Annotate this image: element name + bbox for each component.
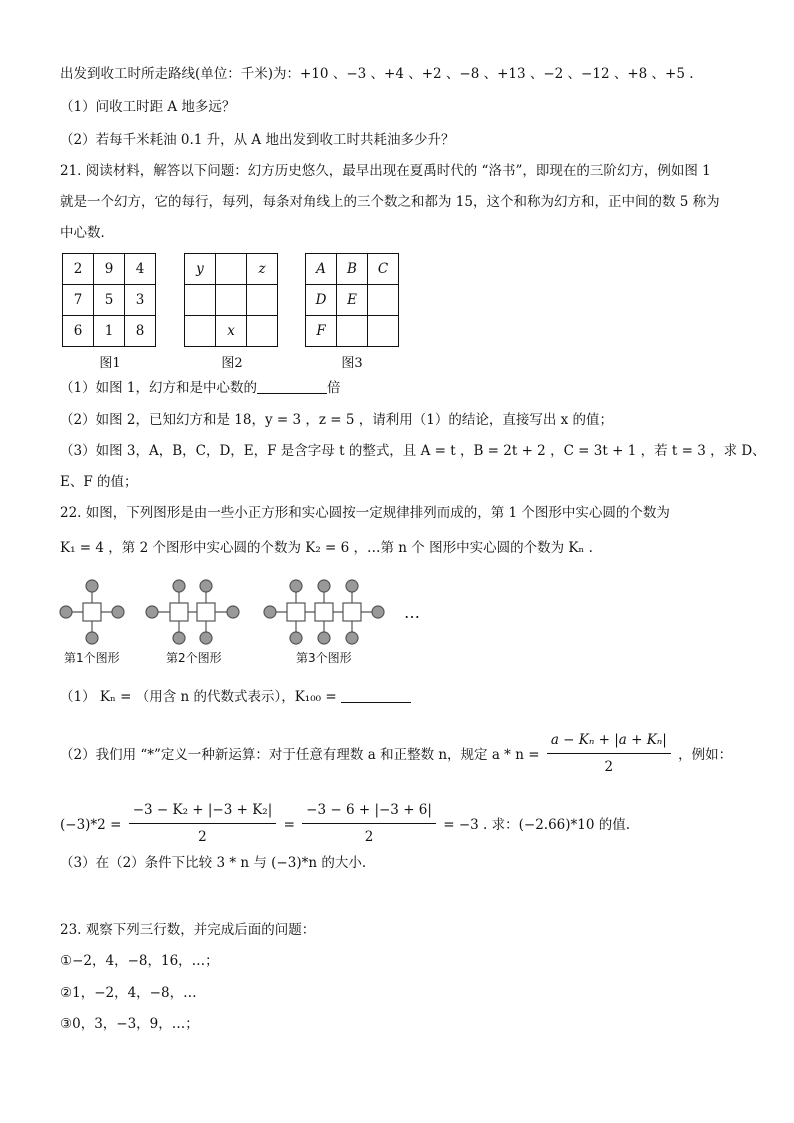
fraction-numerator: a − Kₙ + |a + Kₙ| <box>547 730 671 754</box>
example-result: = −3 . 求：(−2.66)*10 的值. <box>443 817 631 833</box>
cell <box>185 316 216 347</box>
q22-example <box>60 800 630 847</box>
cell: 5 <box>94 285 125 316</box>
caption-figure-3: 图3 <box>341 356 363 371</box>
q21-part1-text: （1）如图 1，幻方和是中心数的 <box>60 380 257 396</box>
q20-part2: （2）若每千米耗油 0.1 升，从 A 地出发到收工时共耗油多少升？ <box>60 132 455 148</box>
cell: 2 <box>63 254 94 285</box>
equals-sign: = <box>283 817 295 833</box>
cell: 9 <box>94 254 125 285</box>
magic-square-figure-3 <box>305 253 399 347</box>
example-fraction-1 <box>129 800 277 847</box>
ellipsis: … <box>404 603 420 622</box>
magic-square-figure-2 <box>184 253 278 347</box>
caption-figure-2: 图2 <box>221 356 243 371</box>
figure-1-pattern <box>60 580 124 644</box>
fraction-denominator: 2 <box>604 759 614 775</box>
example-fraction-2 <box>302 800 436 847</box>
cell: y <box>185 254 216 285</box>
cell: D <box>306 285 337 316</box>
figure-3-label: 第3个图形 <box>296 651 352 664</box>
figure-2-label: 第2个图形 <box>166 651 222 664</box>
q22-part1-text: （1） Kₙ = （用含 n 的代数式表示），K₁₀₀ = <box>60 689 337 705</box>
q22-part1 <box>60 687 411 707</box>
q22-intro-a: 22. 如图，下列图形是由一些小正方形和实心圆按一定规律排列而成的，第 1 个图形中实心圆的个数为 <box>60 505 670 521</box>
q22-intro-b: K₁ = 4 ，第 2 个图形中实心圆的个数为 K₂ = 6 ，…第 n 个 图形中实心圆的个数为 Kₙ . <box>60 540 593 556</box>
fraction-numerator: −3 − K₂ + |−3 + K₂| <box>129 800 277 824</box>
figure-3-pattern <box>264 580 384 644</box>
example-lhs: (−3)*2 = <box>60 817 122 833</box>
q22-part2-suffix: ，例如： <box>678 747 733 763</box>
q21-intro-b: 就是一个幻方，它的每行，每列，每条对角线上的三个数之和都为 15，这个和称为幻方和，正中间的数 5 称为 <box>60 194 720 210</box>
fraction-denominator: 2 <box>198 829 207 845</box>
cell: z <box>247 254 278 285</box>
figure-2-pattern <box>146 580 239 644</box>
q21-intro-c: 中心数． <box>60 225 114 241</box>
q21-part3-a: （3）如图 3，A，B，C，D，E，F 是含字母 t 的整式，且 A = t ，B = 2t + 2 ，C = 3t + 1 ，若 t = 3 ，求 D、 <box>60 443 766 459</box>
caption-figure-1: 图1 <box>99 356 121 371</box>
q20-route-line: 出发到收工时所走路线(单位：千米)为：+10 、−3 、+4 、+2 、−8 、+13 、−2 、−12 、+8 、+5 . <box>60 66 694 82</box>
cell <box>368 285 399 316</box>
q23-intro: 23. 观察下列三行数，并完成后面的问题： <box>60 922 316 938</box>
pattern-figures <box>56 574 436 664</box>
q22-part3: （3）在（2）条件下比较 3 * n 与 (−3)*n 的大小. <box>60 855 367 871</box>
cell: x <box>216 316 247 347</box>
cell: 8 <box>125 316 156 347</box>
cell <box>247 316 278 347</box>
cell: F <box>306 316 337 347</box>
cell <box>216 254 247 285</box>
fraction-numerator: −3 − 6 + |−3 + 6| <box>302 800 436 824</box>
cell: C <box>368 254 399 285</box>
sequence-row-3: ③0，3，−3，9，…； <box>60 1016 199 1032</box>
cell <box>185 285 216 316</box>
cell: A <box>306 254 337 285</box>
answer-blank <box>257 379 327 394</box>
cell: 6 <box>63 316 94 347</box>
cell: B <box>337 254 368 285</box>
cell: 1 <box>94 316 125 347</box>
figure-1-label: 第1个图形 <box>64 651 120 664</box>
cell: E <box>337 285 368 316</box>
cell: 7 <box>63 285 94 316</box>
sequence-row-1: ①−2，4，−8，16，…； <box>60 953 219 969</box>
definition-fraction <box>547 730 671 777</box>
cell <box>337 316 368 347</box>
magic-square-figure-1 <box>62 253 156 347</box>
q21-part1 <box>60 378 340 398</box>
sequence-row-2: ②1，−2，4，−8，… <box>60 985 197 1001</box>
cell <box>247 285 278 316</box>
q21-part1-suffix: 倍 <box>326 380 341 396</box>
fraction-denominator: 2 <box>364 829 374 845</box>
q21-part3-b: E、F 的值； <box>60 474 138 490</box>
cell: 4 <box>125 254 156 285</box>
q21-intro-a: 21. 阅读材料，解答以下问题：幻方历史悠久，最早出现在夏禹时代的 “洛书”，即现在的三阶幻方，例如图 1 <box>60 163 711 179</box>
q21-part2: （2）如图 2，已知幻方和是 18，y = 3 ，z = 5 ，请利用（1）的结论，直接写出 x 的值； <box>60 412 614 428</box>
q20-part1: （1）问收工时距 A 地多远？ <box>60 99 236 115</box>
cell <box>368 316 399 347</box>
answer-blank <box>341 688 411 703</box>
cell <box>216 285 247 316</box>
q22-part2 <box>60 730 732 777</box>
q22-part2-text: （2）我们用 “*”定义一种新运算：对于任意有理数 a 和正整数 n，规定 a * n = <box>60 747 540 763</box>
cell: 3 <box>125 285 156 316</box>
